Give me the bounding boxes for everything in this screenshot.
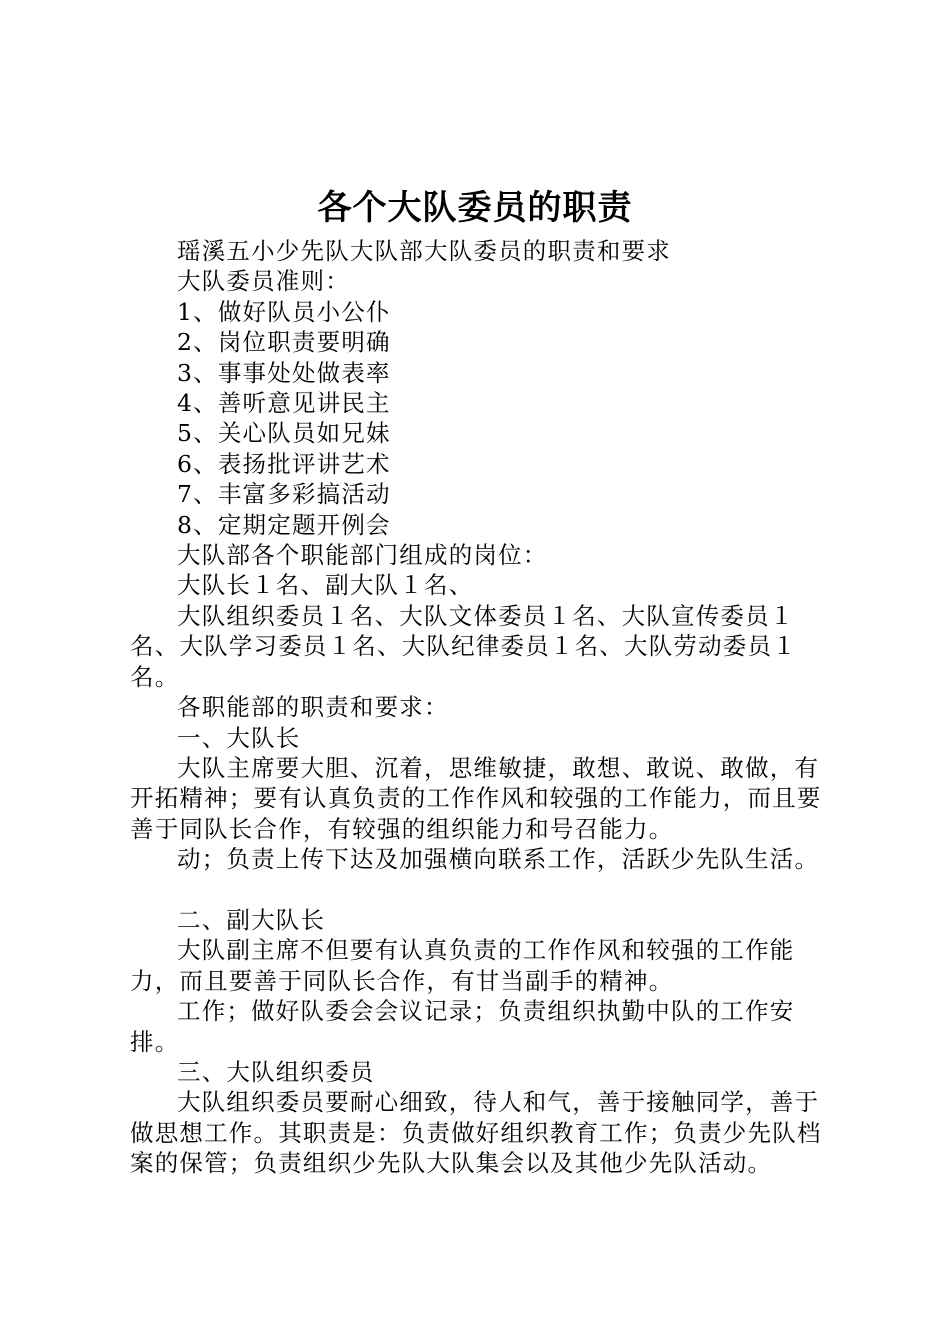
paragraph-positions-committee: 大队组织委员１名、大队文体委员１名、大队宣传委员１名、大队学习委员１名、大队纪律委员１名、大队劳动委员１名。 xyxy=(130,601,797,691)
paragraph-positions-leaders: 大队长１名、副大队１名、 xyxy=(177,571,474,600)
paragraph-vice-captain-requirements: 大队副主席不但要有认真负责的工作作风和较强的工作能力，而且要善于同队长合作，有甘当副手的精神。 xyxy=(130,936,795,995)
paragraph-vice-captain-duties: 工作；做好队委会会议记录；负责组织执勤中队的工作安排。 xyxy=(130,997,795,1056)
paragraph-positions-heading: 大队部各个职能部门组成的岗位： xyxy=(177,541,548,570)
document-title: 各个大队委员的职责 xyxy=(317,188,633,228)
section-heading-organization-member: 三、大队组织委员 xyxy=(177,1057,375,1086)
list-item-guideline-1: 1、做好队员小公仆 xyxy=(177,297,391,326)
list-item-guideline-5: 5、关心队员如兄妹 xyxy=(177,419,391,448)
list-item-guideline-4: 4、善听意见讲民主 xyxy=(177,389,391,418)
paragraph-captain-duties: 动；负责上传下达及加强横向联系工作，活跃少先队生活。 xyxy=(177,845,820,874)
list-item-guideline-8: 8、定期定题开例会 xyxy=(177,510,391,539)
list-item-guideline-2: 2、岗位职责要明确 xyxy=(177,328,391,357)
document-body xyxy=(130,236,842,1179)
paragraph-subtitle: 瑶溪五小少先队大队部大队委员的职责和要求 xyxy=(177,237,671,265)
paragraph-guidelines-heading: 大队委员准则： xyxy=(177,267,350,296)
section-heading-captain: 一、大队长 xyxy=(177,723,301,752)
list-item-guideline-7: 7、丰富多彩搞活动 xyxy=(177,480,391,509)
list-item-guideline-3: 3、事事处处做表率 xyxy=(177,358,391,387)
section-heading-vice-captain: 二、副大队长 xyxy=(177,905,326,934)
paragraph-duties-heading: 各职能部的职责和要求： xyxy=(177,693,449,722)
paragraph-organization-member-duties: 大队组织委员要耐心细致，待人和气，善于接触同学，善于做思想工作。其职责是：负责做好组织教育工作；负责少先队档案的保管；负责组织少先队大队集会以及其他少先队活动。 xyxy=(130,1088,822,1178)
paragraph-captain-requirements: 大队主席要大胆、沉着，思维敏捷，敢想、敢说、敢做，有开拓精神；要有认真负责的工作作风和较强的工作能力，而且要善于同队长合作，有较强的组织能力和号召能力。 xyxy=(130,753,822,843)
list-item-guideline-6: 6、表扬批评讲艺术 xyxy=(177,449,391,478)
blank-line xyxy=(130,875,842,905)
